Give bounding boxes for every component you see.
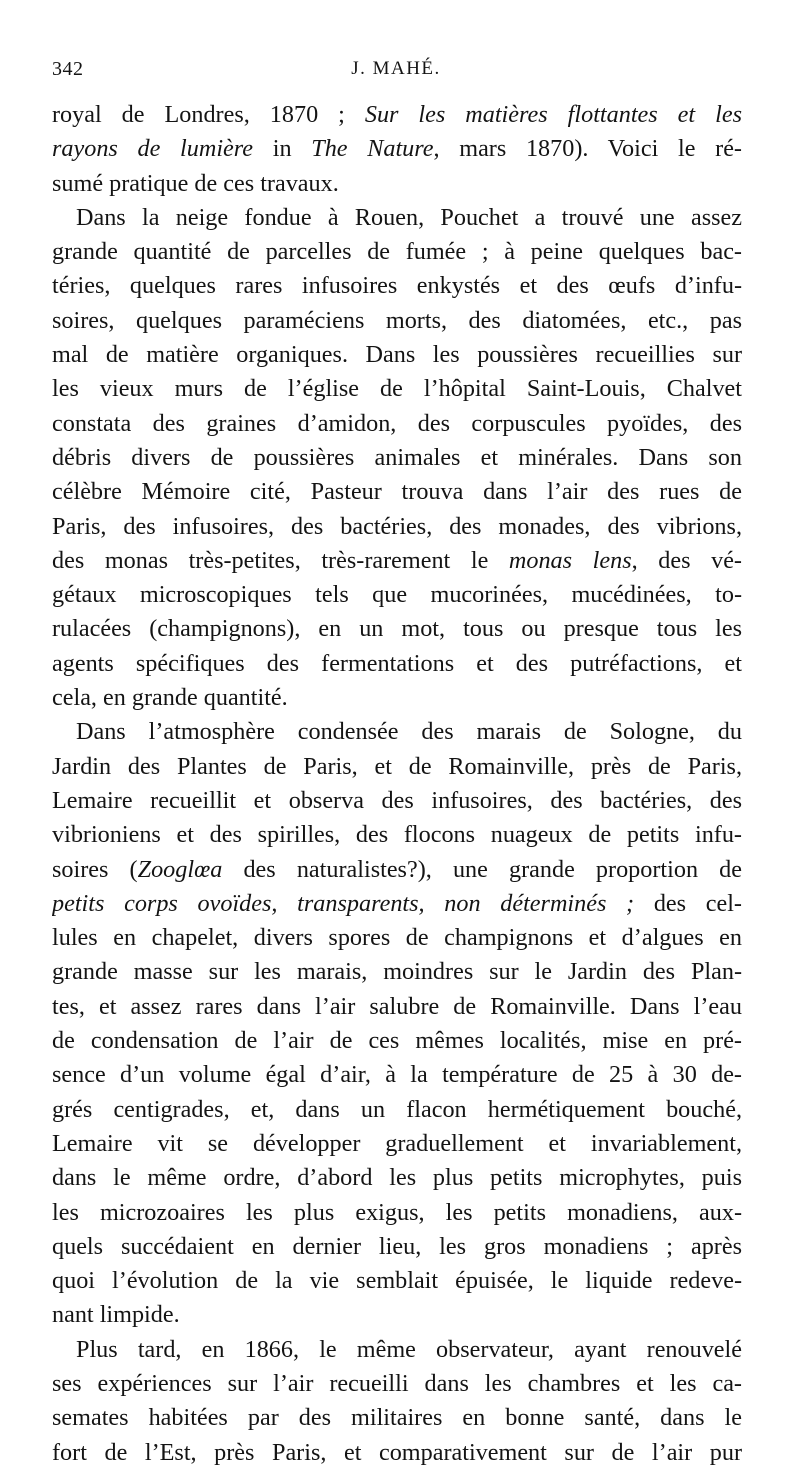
text-line (52, 1298, 742, 1332)
text-run: royal de Londres, 1870 ; (52, 101, 365, 128)
text-line (52, 167, 742, 201)
text-run: les vieux murs de l’église de l’hôpital Saint-Louis, Chalvet (52, 375, 742, 403)
text-run: quels succédaient en dernier lieu, les gros monadiens ; après (52, 1232, 742, 1260)
text-run: Dans l’atmosphère condensée des marais de Sologne, du (76, 718, 742, 746)
text-run: gétaux microscopiques tels que mucorinées, mucédinées, to- (52, 581, 742, 609)
text-line (52, 372, 742, 406)
text-line (52, 818, 742, 852)
text-line (52, 1161, 742, 1195)
text-run: des cel- (634, 889, 742, 917)
text-line (52, 132, 742, 166)
text-run: quoi l’évolution de la vie semblait épuisée, le liquide redeve- (52, 1267, 742, 1295)
text-line (52, 853, 742, 887)
text-run: sence d’un volume égal d’air, à la température de 25 à 30 de- (52, 1061, 742, 1089)
text-line (52, 1127, 742, 1161)
italic-run: rayons de lumière (52, 135, 254, 163)
text-line (52, 510, 742, 544)
text-run: Lemaire vit se développer graduellement et invariablement, (52, 1129, 742, 1157)
text-line (52, 1264, 742, 1298)
body-text (52, 98, 742, 1470)
paragraph (52, 98, 742, 201)
text-line (52, 1436, 742, 1470)
text-run: sumé pratique de ces travaux. (52, 169, 339, 197)
text-line (52, 407, 742, 441)
text-line (52, 441, 742, 475)
text-run: ses expériences sur l’air recueilli dans les chambres et les ca- (52, 1369, 742, 1397)
text-run: cela, en grande quantité. (52, 684, 288, 712)
text-run: Plus tard, en 1866, le même observateur, ayant renouvelé (76, 1335, 742, 1363)
text-line (52, 235, 742, 269)
text-line (52, 1230, 742, 1264)
text-run: nant limpide. (52, 1301, 180, 1329)
text-line (52, 304, 742, 338)
text-line (52, 338, 742, 372)
paragraph (52, 715, 742, 1332)
text-run: lules en chapelet, divers spores de champignons et d’algues en (52, 924, 742, 952)
italic-run: petits corps ovoïdes, transparents, non déterminés ; (52, 889, 635, 917)
text-run: constata des graines d’amidon, des corpuscules pyoïdes, des (52, 409, 742, 437)
text-line (52, 201, 742, 235)
text-run: , mars 1870). Voici le ré- (433, 135, 742, 163)
paragraph (52, 201, 742, 715)
text-run: agents spécifiques des fermentations et des putréfactions, et (52, 649, 742, 677)
page-number: 342 (52, 58, 84, 80)
text-run: Paris, des infusoires, des bactéries, des monades, des vibrions, (52, 512, 742, 540)
italic-run: monas lens (508, 546, 632, 574)
page-header (52, 58, 740, 94)
text-line (52, 544, 742, 578)
text-line (52, 921, 742, 955)
text-run: , des vé- (631, 546, 742, 574)
running-head: J. MAHÉ. (351, 58, 441, 79)
text-run: grande masse sur les marais, moindres sur le Jardin des Plan- (52, 958, 742, 986)
text-line (52, 269, 742, 303)
text-run: in (253, 135, 312, 163)
text-run: soires, quelques paraméciens morts, des diatomées, etc., pas (52, 306, 742, 334)
text-line (52, 1367, 742, 1401)
text-run: Lemaire recueillit et observa des infusoires, des bactéries, des (52, 786, 742, 814)
text-run: grés centigrades, et, dans un flacon hermétiquement bouché, (52, 1095, 742, 1123)
text-line (52, 1196, 742, 1230)
text-line (52, 784, 742, 818)
text-run: Jardin des Plantes de Paris, et de Romainville, près de Paris, (52, 752, 742, 780)
text-run: grande quantité de parcelles de fumée ; à peine quelques bac- (52, 238, 742, 266)
text-run: téries, quelques rares infusoires enkystés et des œufs d’infu- (52, 272, 742, 300)
text-line (52, 1093, 742, 1127)
text-line (52, 750, 742, 784)
text-run: débris divers de poussières animales et minérales. Dans son (52, 443, 742, 471)
text-line (52, 1333, 742, 1367)
text-line (52, 887, 742, 921)
text-run: vibrioniens et des spirilles, des flocons nuageux de petits infu- (52, 821, 742, 849)
text-line (52, 578, 742, 612)
italic-run: Sur les matières flottantes et les (364, 101, 742, 128)
text-line (52, 1058, 742, 1092)
text-run: tes, et assez rares dans l’air salubre de Romainville. Dans l’eau (52, 992, 742, 1020)
text-line (52, 715, 742, 749)
text-run: des monas très-petites, très-rarement le (52, 546, 509, 574)
text-line (52, 475, 742, 509)
text-line (52, 955, 742, 989)
paragraph (52, 1333, 742, 1470)
text-line (52, 681, 742, 715)
text-run: célèbre Mémoire cité, Pasteur trouva dans l’air des rues de (52, 478, 742, 506)
text-run: semates habitées par des militaires en bonne santé, dans le (52, 1404, 742, 1432)
text-run: les microzoaires les plus exigus, les petits monadiens, aux- (52, 1198, 742, 1226)
text-run: mal de matière organiques. Dans les poussières recueillies sur (52, 341, 742, 369)
text-run: des naturalistes?), une grande proportion de (222, 855, 742, 883)
text-line (52, 990, 742, 1024)
italic-run: Zooglœa (137, 855, 223, 883)
text-line (52, 1024, 742, 1058)
text-line (52, 1401, 742, 1435)
text-run: dans le même ordre, d’abord les plus petits microphytes, puis (52, 1164, 742, 1192)
text-run: fort de l’Est, près Paris, et comparativement sur de l’air pur (52, 1438, 742, 1466)
text-run: soires ( (52, 855, 138, 883)
text-line (52, 647, 742, 681)
text-run: de condensation de l’air de ces mêmes localités, mise en pré- (52, 1027, 742, 1055)
text-line (52, 98, 742, 132)
text-run: rulacées (champignons), en un mot, tous ou presque tous les (52, 615, 742, 643)
italic-run: The Nature (311, 135, 434, 163)
text-run: Dans la neige fondue à Rouen, Pouchet a trouvé une assez (76, 203, 742, 231)
text-line (52, 612, 742, 646)
